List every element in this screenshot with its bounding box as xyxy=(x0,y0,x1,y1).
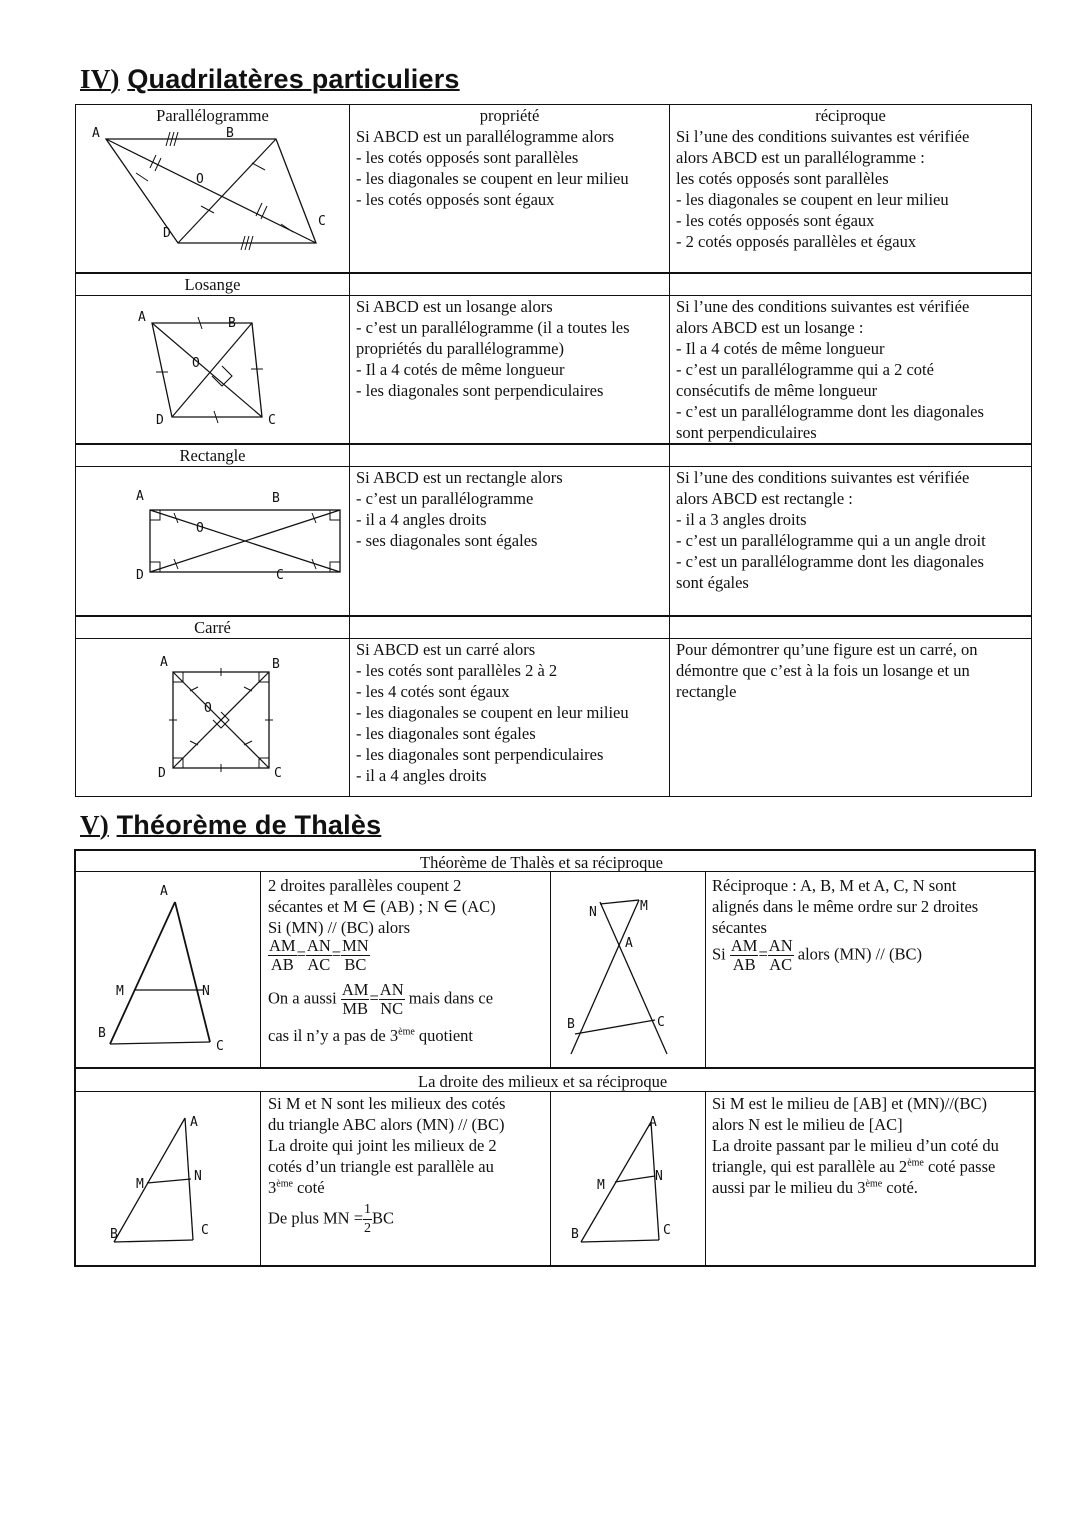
losange-prop-line: - les diagonales sont perpendiculaires xyxy=(356,381,604,400)
carre-label-d: D xyxy=(158,766,166,781)
rectangle-figure-cell xyxy=(76,467,350,617)
quadrilaterals-table xyxy=(75,104,1032,797)
denominator: BC xyxy=(344,955,367,974)
parallelogram-recip-line: les cotés opposés sont parallèles xyxy=(676,169,889,188)
parallelogram-header-row xyxy=(76,105,1032,127)
carre-reciprocal xyxy=(670,639,1032,797)
milieux-theorem-line xyxy=(268,1177,325,1198)
text: coté passe xyxy=(923,1157,996,1176)
milieux1-label-b: B xyxy=(110,1227,118,1242)
denominator: MB xyxy=(342,999,369,1018)
parallelogram-recip-line: - les cotés opposés sont égaux xyxy=(676,211,875,230)
empty-cell xyxy=(350,273,670,296)
carre-label-o: O xyxy=(204,701,212,716)
thales1-label-a: A xyxy=(160,884,168,899)
carre-recip-line: rectangle xyxy=(676,682,737,701)
losange-recip-line: - c’est un parallélogramme dont les diagonales xyxy=(676,402,984,421)
milieux-recip-line: Si M est le milieu de [AB] et (MN)//(BC) xyxy=(712,1094,987,1113)
parallelogram-property xyxy=(350,126,670,273)
numerator: AM xyxy=(730,936,758,955)
empty-cell xyxy=(350,444,670,467)
thales-aussi-equation xyxy=(268,981,493,1018)
losange-prop-line: - Il a 4 cotés de même longueur xyxy=(356,360,565,379)
losange-label-o: O xyxy=(192,356,200,371)
carre-prop-line: - les diagonales sont perpendiculaires xyxy=(356,745,604,764)
denominator: AC xyxy=(769,955,793,974)
thales-theorem-line: sécantes et M ∈ (AB) ; N ∈ (AC) xyxy=(268,897,496,916)
milieux-recip-line: La droite passant par le milieu d’un coté du xyxy=(712,1136,999,1155)
empty-cell xyxy=(350,616,670,639)
rectangle-figure xyxy=(76,467,350,615)
milieux-theorem-line: La droite qui joint les milieux de 2 xyxy=(268,1136,497,1155)
parallelogram-figure-cell xyxy=(76,126,350,273)
denominator: AC xyxy=(307,955,331,974)
text: 3 xyxy=(268,1178,277,1197)
milieux2-label-b: B xyxy=(571,1227,579,1242)
superscript: ème xyxy=(907,1157,924,1169)
fraction xyxy=(306,937,332,974)
thales-mid-rule xyxy=(75,1067,1035,1069)
numerator: AN xyxy=(306,936,331,955)
divider xyxy=(550,872,551,1068)
thales2-label-a: A xyxy=(625,936,633,951)
milieux2-label-c: C xyxy=(663,1223,671,1238)
equals: = xyxy=(369,988,379,1008)
parallelogram-recip-line: Si l’une des conditions suivantes est vérifiée xyxy=(676,127,970,146)
parallelogram-prop-line: - les cotés opposés sont égaux xyxy=(356,190,555,209)
cas-text: quotient xyxy=(414,1026,473,1045)
milieux2-label-a: A xyxy=(649,1115,657,1130)
denominator: NC xyxy=(380,999,404,1018)
parallelogram-reciprocal xyxy=(670,126,1032,273)
carre-figure-cell xyxy=(76,639,350,797)
rectangle-label-b: B xyxy=(272,491,280,506)
thales-figure-2 xyxy=(555,872,703,1067)
fraction xyxy=(363,1201,372,1238)
denominator: AB xyxy=(270,955,294,974)
header-propriete: propriété xyxy=(350,105,670,127)
milieux-figure-1 xyxy=(80,1092,260,1264)
superscript: ème xyxy=(276,1178,293,1190)
rectangle-recip-line: alors ABCD est rectangle : xyxy=(676,489,853,508)
milieux1-label-c: C xyxy=(201,1223,209,1238)
cas-text: cas il n’y a pas de 3 xyxy=(268,1026,399,1045)
losange-figure xyxy=(76,296,350,443)
divider xyxy=(550,1092,551,1265)
milieux-theorem-line: cotés d’un triangle est parallèle au xyxy=(268,1157,494,1176)
bc-text: BC xyxy=(372,1208,395,1228)
rectangle-label-d: D xyxy=(136,568,144,583)
milieux1-label-n: N xyxy=(194,1169,202,1184)
parallelogram-label-o: O xyxy=(196,172,204,187)
carre-prop-line: - les 4 cotés sont égaux xyxy=(356,682,510,701)
milieux-figure-2 xyxy=(555,1092,703,1264)
milieux-recip-line: alors N est le milieu de [AC] xyxy=(712,1115,903,1134)
numerator: AM xyxy=(269,936,296,955)
parallelogram-recip-line: - 2 cotés opposés parallèles et égaux xyxy=(676,232,917,251)
carre-prop-line: - il a 4 angles droits xyxy=(356,766,487,785)
parallelogram-label-d: D xyxy=(163,226,171,241)
milieux-recip-line xyxy=(712,1177,918,1198)
equals: = xyxy=(296,944,306,964)
losange-reciprocal xyxy=(670,296,1032,445)
thales1-label-c: C xyxy=(216,1039,224,1054)
numerator: MN xyxy=(342,936,369,955)
losange-label-a: A xyxy=(138,310,146,325)
divider xyxy=(705,872,706,1068)
carre-row xyxy=(76,639,1032,797)
losange-prop-line: Si ABCD est un losange alors xyxy=(356,297,553,316)
thales1-label-n: N xyxy=(202,984,210,999)
text: coté. xyxy=(882,1178,918,1197)
rectangle-label-o: O xyxy=(196,521,204,536)
rectangle-label-c: C xyxy=(276,568,284,583)
carre-figure xyxy=(76,639,350,796)
carre-property xyxy=(350,639,670,797)
rectangle-recip-line: - c’est un parallélogramme dont les diagonales xyxy=(676,552,984,571)
carre-label-a: A xyxy=(160,655,168,670)
milieux1-label-m: M xyxy=(136,1177,144,1192)
thales-ratio-equation xyxy=(268,937,370,974)
superscript: ème xyxy=(398,1026,415,1038)
thales1-label-b: B xyxy=(98,1026,106,1041)
parallelogram-label-c: C xyxy=(318,214,326,229)
numerator: AN xyxy=(768,936,793,955)
parallelogram-recip-line: - les diagonales se coupent en leur milieu xyxy=(676,190,949,209)
numerator: AN xyxy=(379,980,404,999)
fraction xyxy=(768,937,794,974)
divider xyxy=(260,872,261,1068)
carre-recip-line: démontre que c’est à la fois un losange et un xyxy=(676,661,970,680)
rectangle-property xyxy=(350,467,670,617)
thales-theorem-line: Si (MN) // (BC) alors xyxy=(268,918,411,937)
section-4-number: IV) xyxy=(80,64,120,94)
si-text: Si xyxy=(712,944,726,964)
milieux2-label-n: N xyxy=(655,1169,663,1184)
carre-prop-line: - les cotés sont parallèles 2 à 2 xyxy=(356,661,558,680)
milieux-header: La droite des milieux et sa réciproque xyxy=(418,1072,668,1091)
section-4-heading: Quadrilatères particuliers xyxy=(127,64,460,94)
losange-recip-line: - Il a 4 cotés de même longueur xyxy=(676,339,885,358)
text: triangle, qui est parallèle au 2 xyxy=(712,1157,908,1176)
empty-cell xyxy=(670,616,1032,639)
aussi-text: On a aussi xyxy=(268,988,337,1008)
fraction xyxy=(730,937,759,974)
thales-recip-line: sécantes xyxy=(712,918,767,937)
carre-header-row xyxy=(76,616,1032,639)
equals: = xyxy=(758,944,768,964)
parallelogram-label-b: B xyxy=(226,126,234,141)
losange-property xyxy=(350,296,670,445)
milieux2-label-m: M xyxy=(597,1178,605,1193)
denominator: AB xyxy=(732,955,756,974)
milieux-recip-line xyxy=(712,1156,995,1177)
losange-name: Losange xyxy=(76,273,350,296)
parallelogram-recip-line: alors ABCD est un parallélogramme : xyxy=(676,148,925,167)
parallelogram-label-a: A xyxy=(92,126,100,141)
section-5-title xyxy=(80,810,381,841)
parallelogram-prop-line: Si ABCD est un parallélogramme alors xyxy=(356,127,614,146)
divider xyxy=(260,1092,261,1265)
carre-name: Carré xyxy=(76,616,350,639)
numerator: AM xyxy=(341,980,369,999)
losange-label-c: C xyxy=(268,413,276,428)
mn-text: De plus MN = xyxy=(268,1208,364,1228)
parallelogram-figure xyxy=(76,126,350,272)
text: coté xyxy=(292,1178,325,1197)
thales-recip-equation xyxy=(712,937,922,974)
rectangle-prop-line: - c’est un parallélogramme xyxy=(356,489,534,508)
section-5-heading: Théorème de Thalès xyxy=(116,810,382,840)
fraction xyxy=(341,981,370,1018)
numerator: 1 xyxy=(363,1201,372,1220)
losange-recip-line: consécutifs de même longueur xyxy=(676,381,878,400)
rectangle-label-a: A xyxy=(136,489,144,504)
fraction xyxy=(379,981,405,1018)
rectangle-recip-line: - c’est un parallélogramme qui a un angle droit xyxy=(676,531,986,550)
parallelogram-prop-line: - les diagonales se coupent en leur milieu xyxy=(356,169,629,188)
alors-text: alors (MN) // (BC) xyxy=(797,944,922,964)
rectangle-header-row xyxy=(76,444,1032,467)
thales-recip-line: alignés dans le même ordre sur 2 droites xyxy=(712,897,979,916)
thales-theorem-line: 2 droites parallèles coupent 2 xyxy=(268,876,462,895)
losange-label-b: B xyxy=(228,316,236,331)
text: aussi par le milieu du 3 xyxy=(712,1178,866,1197)
section-4-title xyxy=(80,64,460,95)
section-5-number: V) xyxy=(80,810,109,840)
losange-recip-line: - c’est un parallélogramme qui a 2 coté xyxy=(676,360,934,379)
thales-figure-1 xyxy=(80,872,260,1067)
carre-prop-line: - les diagonales sont égales xyxy=(356,724,536,743)
fraction xyxy=(268,937,297,974)
carre-label-c: C xyxy=(274,766,282,781)
carre-prop-line: - les diagonales se coupent en leur milieu xyxy=(356,703,629,722)
parallelogram-row xyxy=(76,126,1032,273)
losange-row xyxy=(76,296,1032,445)
losange-recip-line: alors ABCD est un losange : xyxy=(676,318,864,337)
milieux-mn-equation xyxy=(268,1201,394,1238)
rectangle-recip-line: sont égales xyxy=(676,573,749,592)
rectangle-recip-line: - il a 3 angles droits xyxy=(676,510,807,529)
carre-recip-line: Pour démontrer qu’une figure est un carré, on xyxy=(676,640,978,659)
rectangle-prop-line: - ses diagonales sont égales xyxy=(356,531,538,550)
rectangle-row xyxy=(76,467,1032,617)
thales2-label-b: B xyxy=(567,1017,575,1032)
losange-recip-line: Si l’une des conditions suivantes est vérifiée xyxy=(676,297,970,316)
fraction xyxy=(341,937,370,974)
losange-prop-line: - c’est un parallélogramme (il a toutes les xyxy=(356,318,630,337)
carre-prop-line: Si ABCD est un carré alors xyxy=(356,640,536,659)
losange-header-row xyxy=(76,273,1032,296)
thales2-label-c: C xyxy=(657,1015,665,1030)
denominator: 2 xyxy=(364,1221,372,1236)
losange-label-d: D xyxy=(156,413,164,428)
rectangle-recip-line: Si l’une des conditions suivantes est vérifiée xyxy=(676,468,970,487)
parallelogram-prop-line: - les cotés opposés sont parallèles xyxy=(356,148,579,167)
parallelogram-name: Parallélogramme xyxy=(76,105,350,127)
carre-label-b: B xyxy=(272,657,280,672)
rectangle-prop-line: - il a 4 angles droits xyxy=(356,510,487,529)
losange-prop-line: propriétés du parallélogramme) xyxy=(356,339,564,358)
thales1-label-m: M xyxy=(116,984,124,999)
empty-cell xyxy=(670,444,1032,467)
empty-cell xyxy=(670,273,1032,296)
rectangle-reciprocal xyxy=(670,467,1032,617)
superscript: ème xyxy=(865,1178,883,1190)
milieux-theorem-line: Si M et N sont les milieux des cotés xyxy=(268,1094,506,1113)
milieux1-label-a: A xyxy=(190,1115,198,1130)
thales-recip-line: Réciproque : A, B, M et A, C, N sont xyxy=(712,876,957,895)
rectangle-name: Rectangle xyxy=(76,444,350,467)
thales-header: Théorème de Thalès et sa réciproque xyxy=(420,853,663,872)
divider xyxy=(705,1092,706,1265)
mais-text: mais dans ce xyxy=(408,988,494,1008)
milieux-theorem-line: du triangle ABC alors (MN) // (BC) xyxy=(268,1115,505,1134)
equals: = xyxy=(331,944,342,964)
thales2-label-n: N xyxy=(589,905,597,920)
losange-figure-cell xyxy=(76,296,350,445)
header-reciproque: réciproque xyxy=(670,105,1032,127)
rectangle-prop-line: Si ABCD est un rectangle alors xyxy=(356,468,563,487)
thales-theorem-cas xyxy=(268,1025,473,1046)
losange-recip-line: sont perpendiculaires xyxy=(676,423,817,442)
thales2-label-m: M xyxy=(640,899,648,914)
